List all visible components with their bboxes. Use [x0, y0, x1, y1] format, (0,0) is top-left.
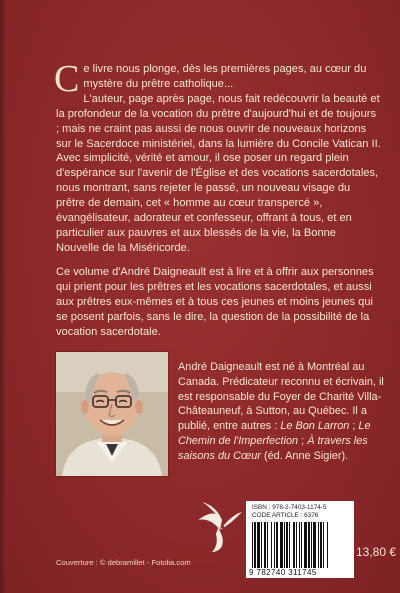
description-body-1: L'auteur, page après page, nous fait redécouvrir la beauté et la profondeur de la vocation du prêtre d'aujourd'hui et de toujours ; mais ne craint pas aussi de nous ouvrir de nouveaux horizons sur le Sacerdoce ministériel, dans la lumière du Concile Vatican II.: [56, 92, 381, 150]
bio-publisher: (éd. Anne Sigier).: [260, 449, 349, 462]
description-paragraph-1: [54, 58, 382, 256]
publisher-bird-logo-icon: [196, 500, 244, 554]
barcode-label: [246, 501, 354, 578]
description-intro: e livre nous plonge, dès les premières pages, au cœur du mystère du prêtre catholique...: [83, 63, 367, 90]
book-title-1: Le Bon Larron: [280, 420, 350, 433]
author-photo: [56, 352, 168, 476]
bio-separator-2: ;: [298, 434, 308, 447]
book-title-3: À travers les saisons du Cœur: [178, 434, 368, 462]
author-bio: [178, 360, 384, 464]
description-paragraph-2: [56, 265, 382, 340]
description-body-2: Avec simplicité, vérité et amour, il ose poser un regard plein d'espérance sur l'avenir de l'Église et des vocations sacerdotales, nous montrant, sans rejeter le passé, un nouveau visage du prêtre de demain, cet « homme au cœur transpercé », évangélisateur, adorateur et confesseur, offrant à tous, et en particulier aux pauvres et aux blessés de la vie, la Bonne Nouvelle de la Miséricorde.: [56, 152, 379, 254]
drop-cap: C: [54, 58, 80, 100]
barcode-digits: 9 782740 311745: [249, 568, 317, 577]
spine-shadow: [0, 0, 6, 593]
cover-credit: Couverture : © debramillet - Fotolia.com: [56, 558, 191, 567]
price-label: 13,80 €: [356, 545, 397, 559]
article-code-text: CODE ARTICLE : 6376: [252, 512, 319, 519]
isbn-text: ISBN : 978-2-7403-1174-5: [252, 504, 327, 511]
book-title-2: Le Chemin de l'Imperfection: [178, 420, 371, 447]
bio-text: André Daigneault est né à Montréal au Canada. Prédicateur reconnu et écrivain, il est responsable du Foyer de Charité Villa-Châteauneuf, à Sutton, au Québec. Il a publié, entre autres :: [178, 361, 384, 433]
author-portrait-image: [56, 352, 168, 476]
bio-separator-1: ;: [349, 420, 359, 433]
barcode-image: [252, 522, 348, 568]
description-body-3: Ce volume d'André Daigneault est à lire et à offrir aux personnes qui prient pour les prêtres et les vocations sacerdotales, et aussi aux prêtres eux-mêmes et à tous ces jeunes et moins jeunes qui se posent parfois, sans le dire, la question de la possibilité de la vocation sacerdotale.: [56, 266, 374, 338]
